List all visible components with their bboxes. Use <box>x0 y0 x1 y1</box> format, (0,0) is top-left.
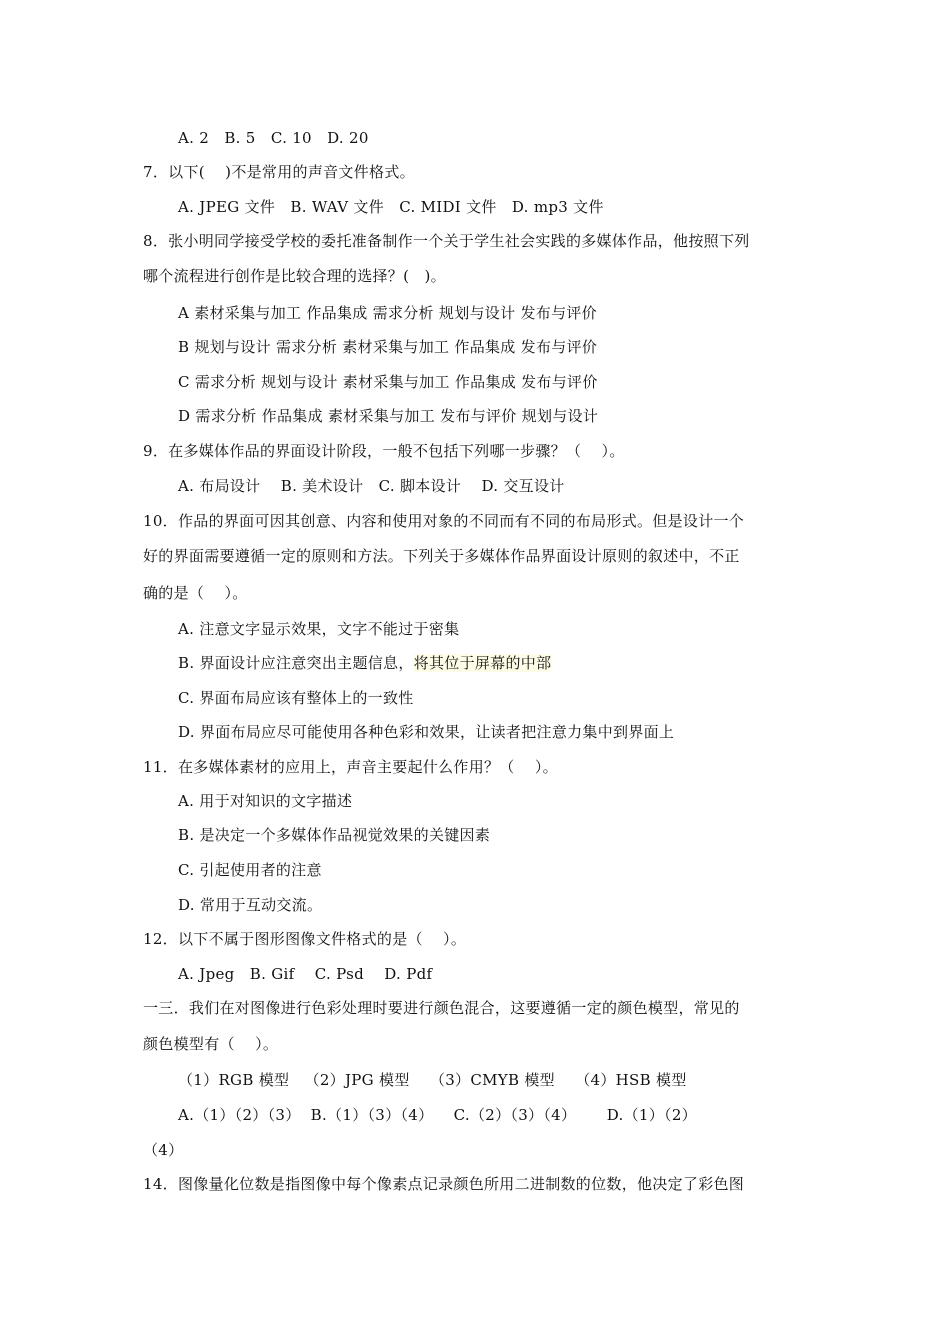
q12-options: A. Jpeg B. Gif C. Psd D. Pdf <box>178 965 433 983</box>
q11-stem: 11．在多媒体素材的应用上，声音主要起什么作用？（ ）。 <box>143 758 558 776</box>
q6-options: A. 2 B. 5 C. 10 D. 20 <box>178 129 369 147</box>
q11-option-d: D. 常用于互动交流。 <box>178 896 323 914</box>
q8-stem-line2: 哪个流程进行创作是比较合理的选择？( )。 <box>143 267 446 285</box>
q10-option-d: D. 界面布局应尽可能使用各种色彩和效果，让读者把注意力集中到界面上 <box>178 723 675 741</box>
q10-stem-line1: 10．作品的界面可因其创意、内容和使用对象的不同而有不同的布局形式。但是设计一个 <box>143 512 745 530</box>
q11-option-b: B. 是决定一个多媒体作品视觉效果的关键因素 <box>178 826 491 844</box>
q13-stem-line1: 一三．我们在对图像进行色彩处理时要进行颜色混合，这要遵循一定的颜色模型，常见的 <box>143 999 740 1017</box>
q13-stem-line2: 颜色模型有（ ）。 <box>143 1035 279 1053</box>
q9-stem: 9．在多媒体作品的界面设计阶段，一般不包括下列哪一步骤？（ ）。 <box>143 442 625 460</box>
q10-stem-line2: 好的界面需要遵循一定的原则和方法。下列关于多媒体作品界面设计原则的叙述中，不正 <box>143 547 740 565</box>
q8-option-d: D 需求分析 作品集成 素材采集与加工 发布与评价 规划与设计 <box>178 407 599 425</box>
q10-option-a: A. 注意文字显示效果，文字不能过于密集 <box>178 620 460 638</box>
q11-option-c: C. 引起使用者的注意 <box>178 861 322 879</box>
q10-option-b <box>178 652 551 674</box>
q12-stem: 12．以下不属于图形图像文件格式的是（ ）。 <box>143 930 467 948</box>
q13-options-wrap: （4） <box>143 1141 184 1159</box>
q9-options: A. 布局设计 B. 美术设计 C. 脚本设计 D. 交互设计 <box>178 477 565 495</box>
q10-stem-line3: 确的是（ ）。 <box>143 584 248 602</box>
q8-option-a: A 素材采集与加工 作品集成 需求分析 规划与设计 发布与评价 <box>178 304 597 322</box>
q7-stem: 7．以下( )不是常用的声音文件格式。 <box>143 163 415 181</box>
q10-option-b-text: B. 界面设计应注意突出主题信息， <box>178 654 414 672</box>
q10-option-c: C. 界面布局应该有整体上的一致性 <box>178 689 414 707</box>
q14-stem-line1: 14．图像量化位数是指图像中每个像素点记录颜色所用二进制数的位数，他决定了彩色图 <box>143 1175 745 1193</box>
q8-option-c: C 需求分析 规划与设计 素材采集与加工 作品集成 发布与评价 <box>178 373 598 391</box>
q8-option-b: B 规划与设计 需求分析 素材采集与加工 作品集成 发布与评价 <box>178 338 598 356</box>
q13-options: A.（1）（2）（3） B.（1）（3）（4） C.（2）（3）（4） D.（1）（2） <box>178 1106 697 1124</box>
q11-option-a: A. 用于对知识的文字描述 <box>178 792 353 810</box>
q7-options: A. JPEG 文件 B. WAV 文件 C. MIDI 文件 D. mp3 文件 <box>178 198 604 216</box>
q8-stem-line1: 8．张小明同学接受学校的委托准备制作一个关于学生社会实践的多媒体作品，他按照下列 <box>143 232 750 250</box>
q13-models: （1）RGB 模型 （2）JPG 模型 （3）CMYB 模型 （4）HSB 模型 <box>178 1071 687 1089</box>
highlighted-text: 将其位于屏幕的中部 <box>413 654 552 672</box>
